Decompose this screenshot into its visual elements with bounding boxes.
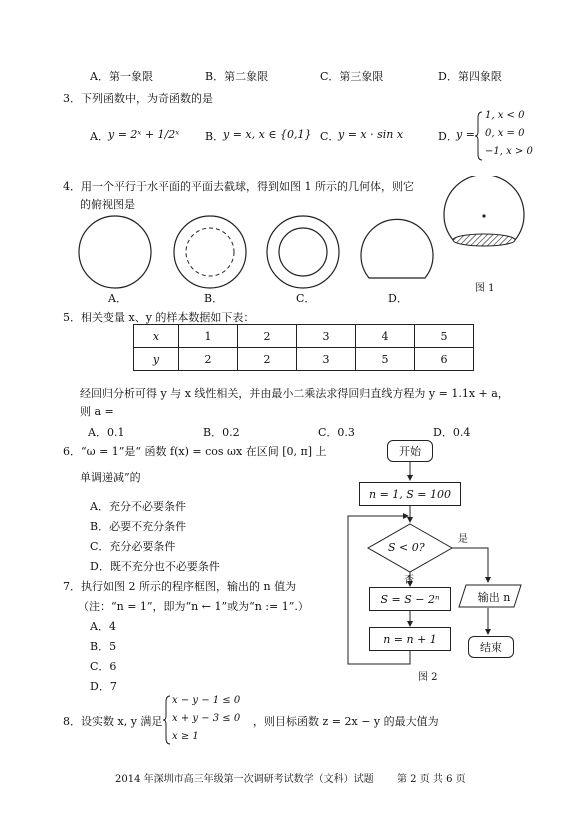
flowchart-end: 结束	[468, 636, 514, 658]
q3-b-label: B．	[205, 130, 225, 143]
q5-cell: 5	[415, 325, 474, 348]
q5-cell: 5	[356, 348, 415, 371]
q3-stem: 3．下列函数中，为奇函数的是	[63, 92, 213, 105]
flowchart-caption: 图 2	[418, 672, 438, 683]
q6-stem-2: 单调递减”的	[80, 471, 141, 484]
q4-option-d-figure	[357, 212, 437, 292]
q5-text-1: 经回归分析可得 y 与 x 线性相关，并由最小二乘法求得回归直线方程为 y = 1.1x + a，	[80, 387, 509, 400]
q6-stem-1: 6．“ω = 1”是“ 函数 f(x) = cos ωx 在区间 [0, π] 上	[63, 445, 327, 458]
q4-option-b-figure	[170, 212, 250, 292]
footer-title: 2014 年深圳市高三年级第一次调研考试数学（文科）试题	[115, 774, 374, 785]
q7-note: （注：“n = 1”，即为“n ← 1”或为“n := 1”.）	[78, 600, 309, 613]
q8-brace	[162, 694, 172, 746]
q5-row-x	[134, 325, 474, 348]
q3-d-label: D．	[438, 130, 458, 143]
q5-row-x-label: x	[134, 325, 179, 348]
flowchart-no-label: 否	[404, 575, 414, 586]
q5-option-d: D．0.4	[433, 426, 471, 439]
q6-option-a: A．充分不必要条件	[90, 500, 186, 513]
q7-option-b: B．5	[90, 640, 117, 653]
flowchart-update-n: n = n + 1	[369, 627, 451, 651]
q5-cell: 6	[415, 348, 474, 371]
q7-option-d: D．7	[90, 680, 117, 693]
q6-option-d: D．既不充分也不必要条件	[90, 560, 220, 573]
flowchart-update-s: S = S − 2ⁿ	[369, 587, 451, 611]
q5-option-b: B．0.2	[203, 426, 240, 439]
q8-case-2: x + y − 3 ≤ 0	[172, 713, 241, 724]
q5-cell: 2	[238, 348, 297, 371]
flowchart-init: n = 1, S = 100	[359, 482, 461, 506]
q3-d-brace	[474, 110, 484, 162]
q5-data-table	[133, 324, 474, 371]
q5-option-a: A．0.1	[88, 426, 125, 439]
q8-stem-post: ，则目标函数 z = 2x − y 的最大值为	[253, 715, 439, 728]
q3-d-y: y =	[456, 128, 475, 141]
q4-stem-line1: 4．用一个平行于水平面的平面去截球，得到如图 1 所示的几何体，则它	[63, 180, 414, 193]
q5-cell: 3	[297, 348, 356, 371]
q3-d-case-1: 1, x < 0	[485, 110, 525, 121]
q5-text-2: 则 a =	[80, 405, 114, 418]
q5-cell: 2	[179, 348, 238, 371]
q3-c-label: C．	[320, 130, 340, 143]
q7-option-c: C．6	[90, 660, 117, 673]
q4-option-c-figure	[263, 212, 343, 292]
q4-figure-1-caption: 图 1	[475, 283, 495, 294]
q5-cell: 3	[297, 325, 356, 348]
q2-option-b: B．第二象限	[205, 70, 269, 83]
flowchart-output: 输出 n	[477, 591, 511, 604]
flowchart-yes-label: 是	[458, 534, 468, 545]
q4-option-a-figure	[75, 212, 155, 292]
q3-b-expr: y = x, x ∈ {0,1}	[223, 128, 312, 141]
q7-option-a: A．4	[90, 620, 116, 633]
q8-stem-pre: 8．设实数 x, y 满足	[63, 715, 163, 728]
q5-cell: 4	[356, 325, 415, 348]
q8-case-1: x − y − 1 ≤ 0	[172, 695, 241, 706]
flowchart-start: 开始	[387, 440, 433, 462]
q4-label-b: B．	[204, 292, 224, 305]
q3-c-expr: y = x · sin x	[338, 128, 404, 141]
q6-option-c: C．充分必要条件	[90, 540, 176, 553]
q8-case-3: x ≥ 1	[172, 731, 199, 742]
footer-page: 第 2 页 共 6 页	[397, 774, 466, 785]
flowchart-condition: S < 0?	[388, 541, 425, 554]
q5-row-y	[134, 348, 474, 371]
q4-figure-1-truncated-sphere	[438, 176, 530, 258]
q4-label-d: D．	[388, 292, 408, 305]
q4-label-c: C．	[296, 292, 316, 305]
q2-option-c: C．第三象限	[320, 70, 384, 83]
q4-label-a: A．	[108, 292, 127, 305]
q6-option-b: B．必要不充分条件	[90, 520, 187, 533]
q3-d-case-3: −1, x > 0	[485, 146, 533, 157]
q3-a-label: A．	[90, 130, 109, 143]
q7-stem: 7．执行如图 2 所示的程序框图，输出的 n 值为	[63, 580, 297, 593]
q5-cell: 1	[179, 325, 238, 348]
q5-cell: 2	[238, 325, 297, 348]
q3-a-expr: y = 2ˣ + 1/2ˣ	[108, 128, 180, 141]
q5-row-y-label: y	[134, 348, 179, 371]
q2-option-d: D．第四象限	[438, 70, 502, 83]
q2-option-a: A．第一象限	[90, 70, 153, 83]
q5-stem: 5．相关变量 x、y 的样本数据如下表：	[63, 311, 255, 324]
q3-d-case-2: 0, x = 0	[485, 128, 525, 139]
q5-option-c: C．0.3	[318, 426, 355, 439]
q4-stem-line2: 的俯视图是	[80, 198, 135, 211]
